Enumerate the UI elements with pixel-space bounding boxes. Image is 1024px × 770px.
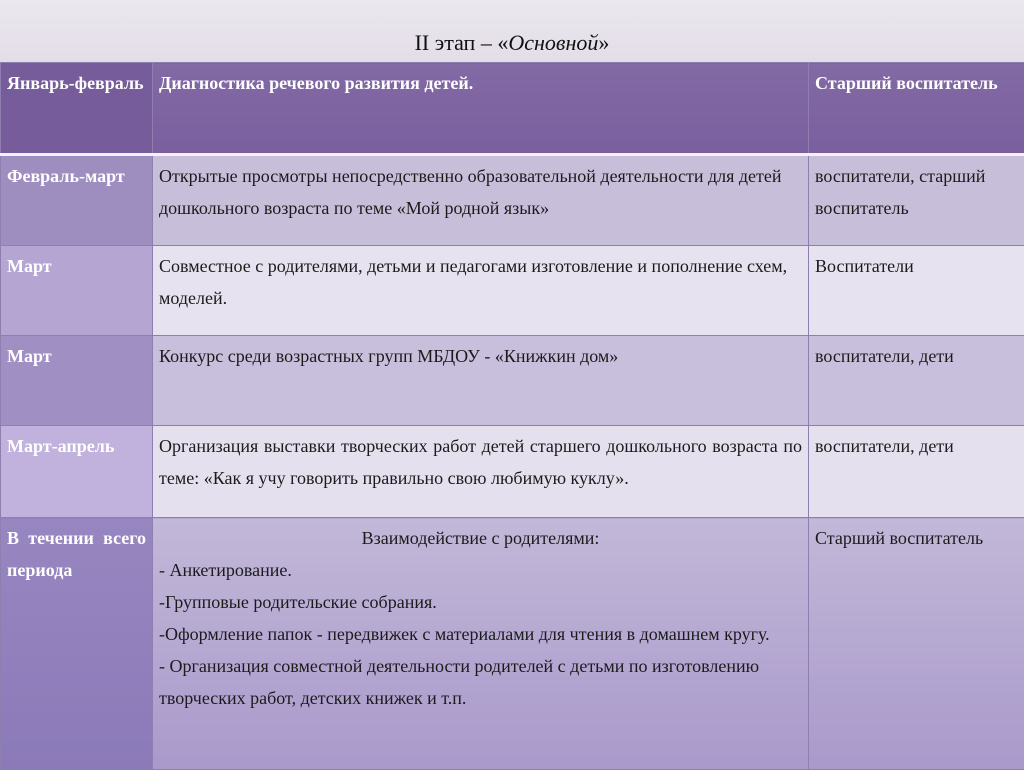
activity-item: -Групповые родительские собрания. bbox=[159, 586, 802, 618]
table-row bbox=[1, 518, 1024, 770]
period-cell: Март bbox=[1, 246, 153, 336]
period-cell: Февраль-март bbox=[1, 155, 153, 246]
period-cell: Март-апрель bbox=[1, 426, 153, 518]
table-row bbox=[1, 246, 1024, 336]
activity-item: -Оформление папок - передвижек с материалами для чтения в домашнем кругу. bbox=[159, 618, 802, 650]
activity-cell: Диагностика речевого развития детей. bbox=[153, 63, 809, 155]
responsible-cell: Старший воспитатель bbox=[809, 63, 1024, 155]
table-row bbox=[1, 155, 1024, 246]
activity-cell: Организация выставки творческих работ детей старшего дошкольного возраста по теме: «Как я учу говорить правильно свою любимую куклу». bbox=[153, 426, 809, 518]
responsible-cell: воспитатели, дети bbox=[809, 426, 1024, 518]
title-suffix: » bbox=[598, 30, 609, 55]
period-cell: В течении всего периода bbox=[1, 518, 153, 770]
responsible-cell: Воспитатели bbox=[809, 246, 1024, 336]
activity-cell bbox=[153, 518, 809, 770]
activity-item: - Анкетирование. bbox=[159, 554, 802, 586]
table-row bbox=[1, 336, 1024, 426]
activity-item: - Организация совместной деятельности родителей с детьми по изготовлению творческих работ, детских книжек и т.п. bbox=[159, 650, 802, 714]
activity-cell: Конкурс среди возрастных групп МБДОУ - «Книжкин дом» bbox=[153, 336, 809, 426]
period-cell: Март bbox=[1, 336, 153, 426]
slide-title bbox=[0, 30, 1024, 56]
plan-table bbox=[0, 62, 1024, 770]
table-row bbox=[1, 426, 1024, 518]
title-emphasis: Основной bbox=[508, 30, 598, 55]
responsible-cell: воспитатели, дети bbox=[809, 336, 1024, 426]
activity-heading: Взаимодействие с родителями: bbox=[159, 522, 802, 554]
title-prefix: II этап – « bbox=[415, 30, 509, 55]
table-row bbox=[1, 63, 1024, 155]
responsible-cell: Старший воспитатель bbox=[809, 518, 1024, 770]
responsible-cell: воспитатели, старший воспитатель bbox=[809, 155, 1024, 246]
activity-cell: Совместное с родителями, детьми и педагогами изготовление и пополнение схем, моделей. bbox=[153, 246, 809, 336]
activity-cell: Открытые просмотры непосредственно образовательной деятельности для детей дошкольного возраста по теме «Мой родной язык» bbox=[153, 155, 809, 246]
period-cell: Январь-февраль bbox=[1, 63, 153, 155]
